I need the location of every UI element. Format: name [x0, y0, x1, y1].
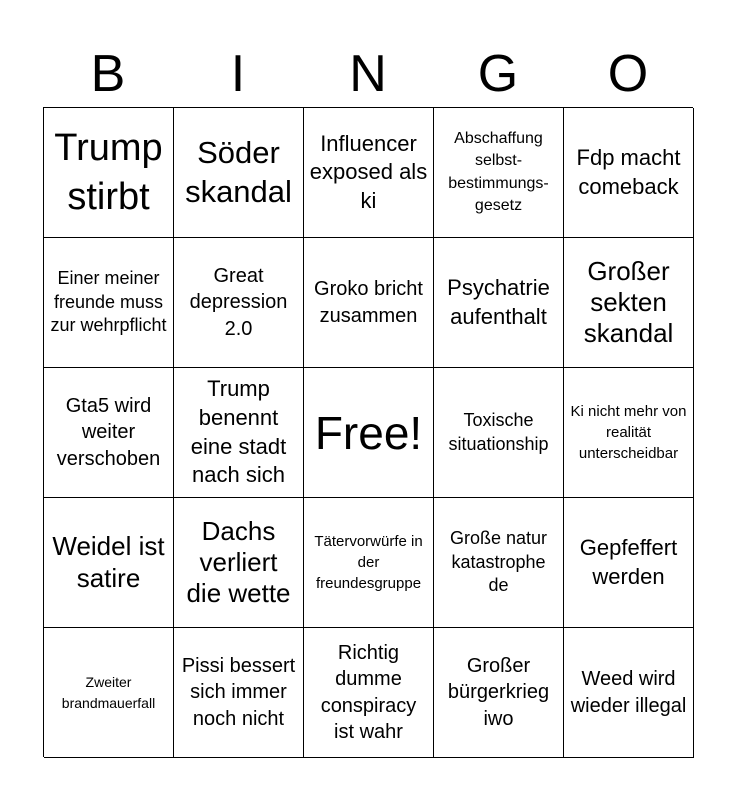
bingo-header: [43, 40, 693, 108]
bingo-cell-r5c1[interactable]: Zweiter brandmauerfall: [44, 628, 174, 758]
bingo-cell-r1c1[interactable]: Trump stirbt: [44, 108, 174, 238]
bingo-cell-r1c4[interactable]: Abschaffung selbst-bestimmungs-gesetz: [434, 108, 564, 238]
bingo-cell-r2c4[interactable]: Psychatrie aufenthalt: [434, 238, 564, 368]
bingo-cell-free[interactable]: Free!: [304, 368, 434, 498]
bingo-cell-r1c2[interactable]: Söder skandal: [174, 108, 304, 238]
bingo-grid: [43, 107, 693, 757]
bingo-cell-r4c5[interactable]: Gepfeffert werden: [564, 498, 694, 628]
header-letter-b: B: [90, 45, 126, 103]
header-letter-g: G: [477, 45, 519, 103]
bingo-cell-r5c2[interactable]: Pissi bessert sich immer noch nicht: [174, 628, 304, 758]
bingo-cell-r5c3[interactable]: Richtig dumme conspiracy ist wahr: [304, 628, 434, 758]
bingo-cell-r4c1[interactable]: Weidel ist satire: [44, 498, 174, 628]
bingo-cell-r3c2[interactable]: Trump benennt eine stadt nach sich: [174, 368, 304, 498]
bingo-cell-r1c5[interactable]: Fdp macht comeback: [564, 108, 694, 238]
bingo-cell-r4c3[interactable]: Tätervorwürfe in der freundesgruppe: [304, 498, 434, 628]
bingo-cell-r2c5[interactable]: Großer sekten skandal: [564, 238, 694, 368]
bingo-cell-r3c4[interactable]: Toxische situationship: [434, 368, 564, 498]
bingo-cell-r4c2[interactable]: Dachs verliert die wette: [174, 498, 304, 628]
bingo-cell-r3c1[interactable]: Gta5 wird weiter verschoben: [44, 368, 174, 498]
header-letter-o: O: [607, 45, 649, 103]
bingo-cell-r4c4[interactable]: Große natur katastrophe de: [434, 498, 564, 628]
bingo-cell-r2c1[interactable]: Einer meiner freunde muss zur wehrpflicht: [44, 238, 174, 368]
header-letter-i: I: [230, 45, 246, 103]
bingo-cell-r2c2[interactable]: Great depression 2.0: [174, 238, 304, 368]
header-letter-n: N: [349, 45, 387, 103]
bingo-cell-r3c5[interactable]: Ki nicht mehr von realität unterscheidbar: [564, 368, 694, 498]
bingo-cell-r2c3[interactable]: Groko bricht zusammen: [304, 238, 434, 368]
bingo-cell-r5c4[interactable]: Großer bürgerkrieg iwo: [434, 628, 564, 758]
bingo-cell-r5c5[interactable]: Weed wird wieder illegal: [564, 628, 694, 758]
bingo-cell-r1c3[interactable]: Influencer exposed als ki: [304, 108, 434, 238]
